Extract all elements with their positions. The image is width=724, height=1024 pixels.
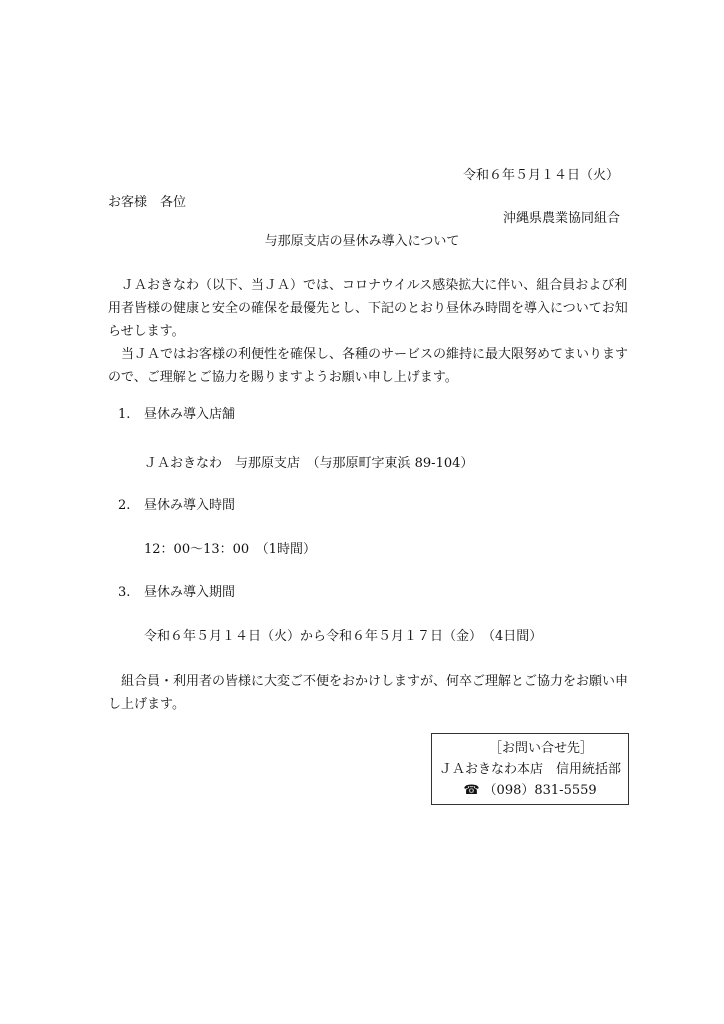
paragraph-line: 当ＪＡではお客様の利便性を確保し、各種のサービスの維持に最大限努めてまいります [121,347,629,362]
item-label: 昼休み導入店舗 [144,407,236,422]
item-number: 3. [118,585,131,600]
closing-paragraph [108,670,632,716]
contact-department: ＪＡおきなわ本店 信用統括部 [438,762,621,777]
item-label: 昼休み導入期間 [144,585,236,600]
item-detail: 令和６年５月１４日（火）から令和６年５月１７日（金） （4日間） [144,629,543,644]
item-number: 2. [118,498,131,513]
body-paragraph-2 [108,343,632,389]
paragraph-line: らせします。 [108,324,185,339]
sender-organization: 沖縄県農業協同組合 [502,211,620,226]
issue-date: 令和６年５月１４日（火） [462,168,619,183]
paragraph-line: し上げます。 [108,697,185,712]
paragraph-line: 組合員・利用者の皆様に大変ご不便をおかけしますが、何卒ご理解とご協力をお願い申 [121,674,629,689]
contact-box [431,733,629,805]
body-paragraph-1 [108,274,632,343]
paragraph-line: ので、ご理解とご協力を賜りますようお願い申し上げます。 [108,370,458,385]
phone-icon: ☎ [463,783,480,798]
addressee: お客様 各位 [108,195,187,210]
item-label: 昼休み導入時間 [144,498,236,513]
document-title: 与那原支店の昼休み導入について [264,234,460,249]
paragraph-line: ＪＡおきなわ（以下、当ＪＡ）では、コロナウイルス感染拡大に伴い、組合員および利 [121,278,628,293]
item-detail: 12：00～13：00 （1時間） [144,542,316,557]
contact-phone-number: （098）831-5559 [483,783,597,798]
contact-heading: ［お問い合せ先］ [488,741,593,756]
paragraph-line: 用者皆様の健康と安全の確保を最優先とし、下記のとおり昼休み時間を導入についてお知 [108,301,628,316]
item-number: 1. [118,407,131,422]
contact-phone-line [432,784,628,797]
item-detail: ＪＡおきなわ 与那原支店 （与那原町字東浜 89-104） [144,456,474,471]
